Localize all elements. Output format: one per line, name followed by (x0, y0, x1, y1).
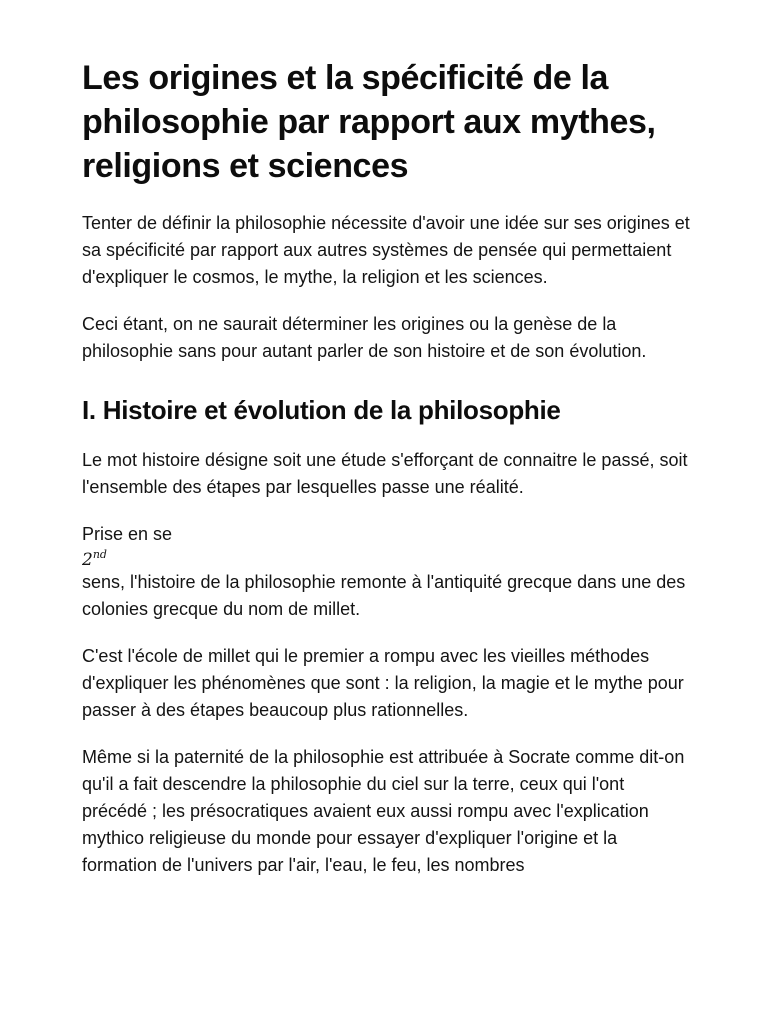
section-paragraph-1: Le mot histoire désigne soit une étude s'efforçant de connaitre le passé, soit l'ensemble des étapes par lesquelles passe une réalité. (82, 450, 688, 497)
section-paragraph-4: Même si la paternité de la philosophie est attribuée à Socrate comme dit-on qu'il a fait descendre la philosophie du ciel sur la terre, ceux qui l'ont précédé ; les présocratiques avaient eux aussi rompu avec l'explication mythico religieuse du monde pour essayer d'expliquer l'origine et la formation de l'univers par l'air, l'eau, le feu, les nombres (82, 747, 685, 875)
intro-paragraph-1: Tenter de définir la philosophie nécessite d'avoir une idée sur ses origines et sa spécificité par rapport aux autres systèmes de pensée qui permettaient d'expliquer le cosmos, le mythe, la religion et les sciences. (82, 213, 690, 287)
math-base: 2 (82, 550, 93, 570)
article (82, 56, 694, 899)
page-title: Les origines et la spécificité de la philosophie par rapport aux mythes, religions et sciences (82, 59, 656, 185)
section-paragraph-3: C'est l'école de millet qui le premier a rompu avec les vieilles méthodes d'expliquer les phénomènes que sont : la religion, la magie et le mythe pour passer à des étapes beaucoup plus rationnelles. (82, 646, 684, 720)
math-expression (82, 546, 694, 569)
paragraph-lead-text: Prise en se (82, 524, 173, 544)
section-heading: I. Histoire et évolution de la philosophie (82, 395, 561, 425)
section-paragraph-2 (82, 521, 694, 623)
math-superscript: nd (92, 548, 107, 561)
paragraph-rest-text: sens, l'histoire de la philosophie remonte à l'antiquité grecque dans une des colonies grecque du nom de millet. (82, 572, 686, 619)
intro-paragraph-2: Ceci étant, on ne saurait déterminer les origines ou la genèse de la philosophie sans pour autant parler de son histoire et de son évolution. (82, 314, 647, 361)
